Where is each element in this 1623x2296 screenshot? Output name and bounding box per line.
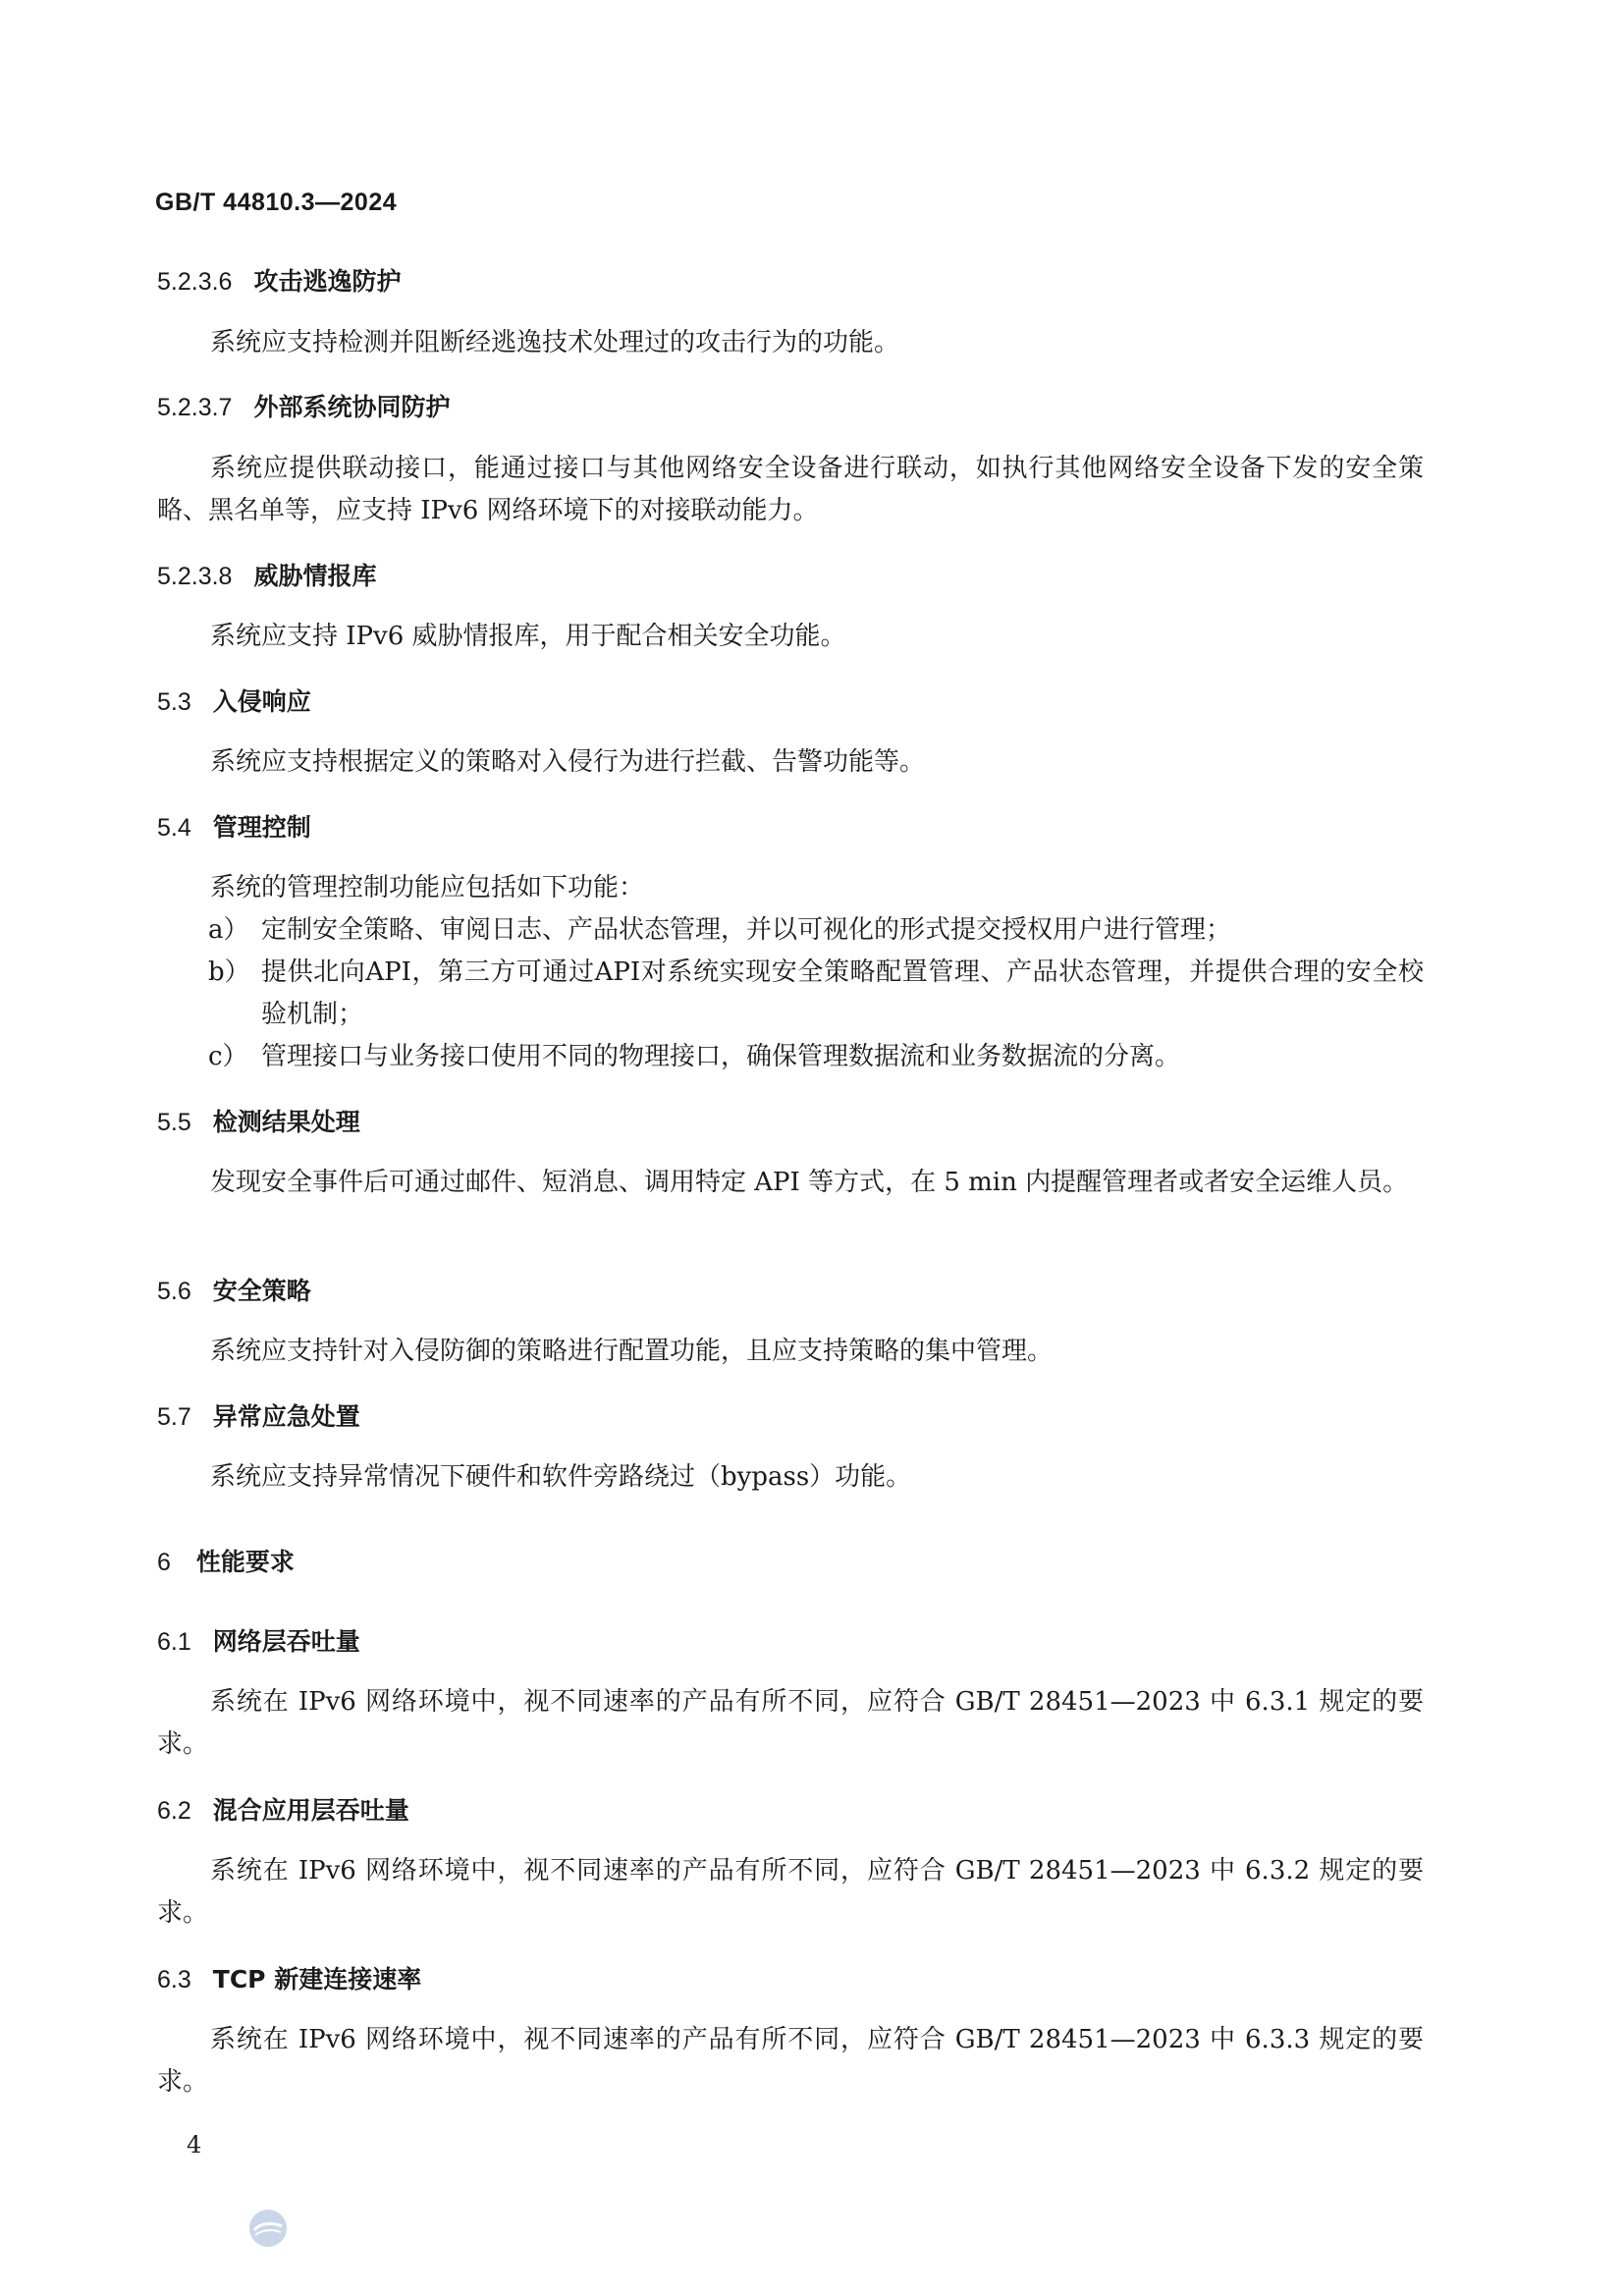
list-item bbox=[208, 952, 1424, 1036]
section-title: 威胁情报库 bbox=[253, 562, 377, 590]
page-number: 4 bbox=[187, 2131, 202, 2159]
paragraph-5-5: 发现安全事件后可通过邮件、短消息、调用特定 API 等方式，在 5 min 内提醒管理者或者安全运维人员。 bbox=[210, 1168, 1409, 1197]
chapter-heading-6 bbox=[157, 1543, 295, 1578]
section-title: 检测结果处理 bbox=[212, 1108, 360, 1136]
paragraph-5-3: 系统应支持根据定义的策略对入侵行为进行拦截、告警功能等。 bbox=[210, 747, 926, 777]
section-heading-5-5 bbox=[157, 1103, 360, 1138]
section-title: 外部系统协同防护 bbox=[253, 393, 451, 421]
section-number: 6 bbox=[157, 1549, 171, 1576]
section-heading-6-2 bbox=[157, 1791, 409, 1827]
list-item-text: 提供北向API，第三方可通过API对系统实现安全策略配置管理、产品状态管理，并提供合理的安全校验机制； bbox=[261, 957, 1424, 1029]
list-marker: a） bbox=[208, 915, 249, 945]
list-marker: c） bbox=[208, 1042, 248, 1071]
paragraph-5-2-3-8: 系统应支持 IPv6 威胁情报库，用于配合相关安全功能。 bbox=[210, 622, 846, 651]
section-number: 6.1 bbox=[157, 1628, 191, 1656]
section-heading-6-1 bbox=[157, 1622, 360, 1658]
section-title: 性能要求 bbox=[195, 1548, 295, 1576]
section-heading-5-4 bbox=[157, 808, 311, 844]
paragraph-5-6: 系统应支持针对入侵防御的策略进行配置功能，且应支持策略的集中管理。 bbox=[210, 1337, 1054, 1366]
section-title: 网络层吞吐量 bbox=[212, 1627, 360, 1656]
paragraph-5-4-intro: 系统的管理控制功能应包括如下功能： bbox=[210, 873, 645, 902]
section-number: 5.2.3.6 bbox=[157, 268, 233, 296]
section-heading-5-6 bbox=[157, 1272, 311, 1307]
list-item bbox=[208, 909, 1424, 952]
section-number: 5.6 bbox=[157, 1278, 191, 1305]
szic-logo-icon bbox=[247, 2208, 289, 2249]
section-title: 入侵响应 bbox=[212, 687, 311, 716]
section-number: 5.2.3.8 bbox=[157, 563, 233, 590]
section-heading-5-3 bbox=[157, 683, 311, 718]
section-heading-6-3 bbox=[157, 1960, 421, 1995]
list-item-text: 管理接口与业务接口使用不同的物理接口，确保管理数据流和业务数据流的分离。 bbox=[261, 1042, 1181, 1071]
section-heading-5-2-3-7 bbox=[157, 388, 450, 423]
section-number: 5.7 bbox=[157, 1403, 191, 1431]
standard-code: GB/T 44810.3—2024 bbox=[155, 189, 398, 216]
section-number: 6.2 bbox=[157, 1797, 191, 1825]
list-marker: b） bbox=[208, 957, 250, 987]
paragraph-6-1: 系统在 IPv6 网络环境中，视不同速率的产品有所不同，应符合 GB/T 28451—2023 中 6.3.1 规定的要求。 bbox=[157, 1687, 1424, 1759]
section-heading-5-2-3-6 bbox=[157, 262, 401, 298]
list-item bbox=[208, 1036, 1424, 1078]
list-item-text: 定制安全策略、审阅日志、产品状态管理，并以可视化的形式提交授权用户进行管理； bbox=[261, 915, 1232, 945]
section-title: 管理控制 bbox=[212, 813, 311, 842]
section-number: 5.3 bbox=[157, 688, 191, 716]
section-title: 混合应用层吞吐量 bbox=[212, 1796, 409, 1825]
paragraph-5-2-3-6: 系统应支持检测并阻断经逃逸技术处理过的攻击行为的功能。 bbox=[210, 328, 900, 357]
paragraph-6-2: 系统在 IPv6 网络环境中，视不同速率的产品有所不同，应符合 GB/T 28451—2023 中 6.3.2 规定的要求。 bbox=[157, 1856, 1424, 1928]
section-title: TCP 新建连接速率 bbox=[212, 1965, 422, 1994]
section-number: 6.3 bbox=[157, 1966, 191, 1994]
paragraph-5-2-3-7: 系统应提供联动接口，能通过接口与其他网络安全设备进行联动，如执行其他网络安全设备下发的安全策略、黑名单等，应支持 IPv6 网络环境下的对接联动能力。 bbox=[157, 454, 1424, 525]
section-number: 5.5 bbox=[157, 1109, 191, 1136]
paragraph-5-7: 系统应支持异常情况下硬件和软件旁路绕过（bypass）功能。 bbox=[210, 1462, 912, 1492]
section-number: 5.4 bbox=[157, 814, 191, 842]
paragraph-6-3: 系统在 IPv6 网络环境中，视不同速率的产品有所不同，应符合 GB/T 28451—2023 中 6.3.3 规定的要求。 bbox=[157, 2025, 1424, 2097]
section-title: 攻击逃逸防护 bbox=[253, 267, 402, 296]
section-heading-5-7 bbox=[157, 1397, 360, 1433]
section-title: 安全策略 bbox=[212, 1277, 311, 1305]
section-title: 异常应急处置 bbox=[212, 1402, 360, 1431]
section-number: 5.2.3.7 bbox=[157, 394, 233, 421]
section-heading-5-2-3-8 bbox=[157, 557, 376, 592]
